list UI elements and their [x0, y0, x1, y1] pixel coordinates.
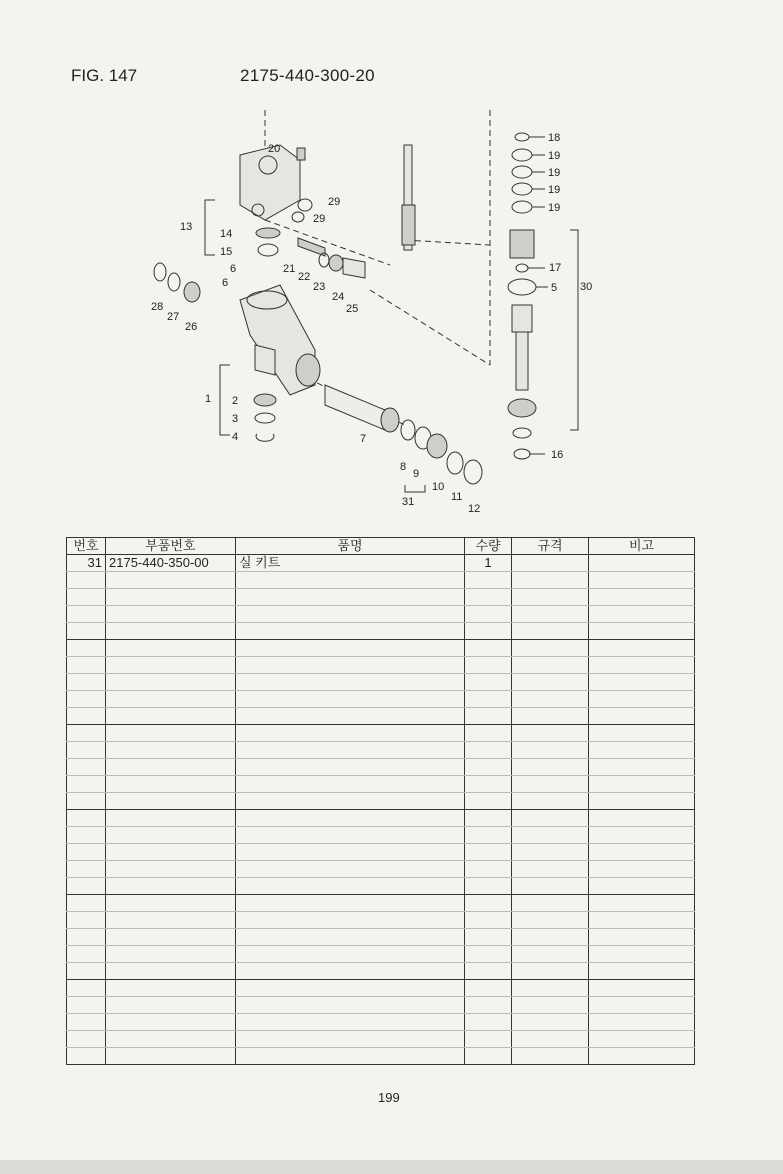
table-row — [67, 1014, 695, 1031]
table-row — [67, 725, 695, 742]
callout-19b: 19 — [548, 167, 561, 179]
callout-25: 25 — [346, 303, 359, 315]
callout-24: 24 — [332, 291, 345, 303]
col-header-spec: 규격 — [512, 538, 589, 555]
callout-17: 17 — [549, 262, 562, 274]
callout-11: 11 — [451, 491, 463, 503]
col-header-qty: 수량 — [465, 538, 512, 555]
table-row — [67, 606, 695, 623]
parts-list-table — [66, 537, 695, 1065]
callout-4: 4 — [232, 431, 239, 443]
col-header-no: 번호 — [67, 538, 106, 555]
callout-23: 23 — [313, 281, 326, 293]
table-row — [67, 742, 695, 759]
cell-remark — [589, 555, 695, 572]
table-row — [67, 759, 695, 776]
table-row — [67, 691, 695, 708]
callout-26: 26 — [185, 321, 198, 333]
callout-21: 21 — [283, 263, 296, 275]
callout-19a: 19 — [548, 150, 561, 162]
callout-22: 22 — [298, 271, 311, 283]
table-row — [67, 844, 695, 861]
part-code: 2175-440-300-20 — [240, 66, 375, 85]
callout-19d: 19 — [548, 202, 561, 214]
exploded-parts-diagram — [140, 100, 600, 520]
table-row — [67, 708, 695, 725]
table-row — [67, 640, 695, 657]
table-row — [67, 878, 695, 895]
callout-3: 3 — [232, 413, 239, 425]
callout-15: 15 — [220, 246, 233, 258]
scan-bottom-strip — [0, 1160, 783, 1174]
col-header-remark: 비고 — [589, 538, 695, 555]
callout-7: 7 — [360, 433, 367, 445]
table-header-row — [67, 538, 695, 555]
callout-16: 16 — [551, 449, 564, 461]
callout-30: 30 — [580, 281, 593, 293]
table-row — [67, 946, 695, 963]
table-row — [67, 1031, 695, 1048]
cell-no: 31 — [67, 555, 106, 572]
callout-5: 5 — [551, 282, 558, 294]
callout-18: 18 — [548, 132, 561, 144]
table-row — [67, 895, 695, 912]
callout-13: 13 — [180, 221, 193, 233]
table-row — [67, 572, 695, 589]
cell-name: 실 키트 — [236, 555, 465, 572]
callout-29a: 29 — [328, 196, 341, 208]
table-row — [67, 912, 695, 929]
table-row — [67, 589, 695, 606]
col-header-part-no: 부품번호 — [106, 538, 236, 555]
page-number: 199 — [378, 1090, 400, 1105]
callout-8: 8 — [400, 461, 407, 473]
table-row — [67, 776, 695, 793]
callout-27: 27 — [167, 311, 180, 323]
callout-12: 12 — [468, 503, 481, 515]
cell-spec — [512, 555, 589, 572]
table-row — [67, 793, 695, 810]
table-row — [67, 963, 695, 980]
cell-part-no: 2175-440-350-00 — [106, 555, 236, 572]
callout-6b: 6 — [222, 277, 229, 289]
cell-qty: 1 — [465, 555, 512, 572]
table-row — [67, 997, 695, 1014]
table-row — [67, 980, 695, 997]
callout-29b: 29 — [313, 213, 326, 225]
callout-1: 1 — [205, 393, 212, 405]
fig-label: FIG. 147 — [71, 66, 138, 85]
table-row — [67, 810, 695, 827]
table-row — [67, 1048, 695, 1065]
table-row — [67, 657, 695, 674]
callout-31: 31 — [402, 496, 415, 508]
callout-28: 28 — [151, 301, 164, 313]
callout-14: 14 — [220, 228, 233, 240]
callout-20: 20 — [268, 143, 281, 155]
table-row — [67, 674, 695, 691]
table-row — [67, 623, 695, 640]
table-row — [67, 555, 695, 572]
table-row — [67, 929, 695, 946]
callout-19c: 19 — [548, 184, 561, 196]
callout-2: 2 — [232, 395, 239, 407]
col-header-name: 품명 — [236, 538, 465, 555]
table-row — [67, 827, 695, 844]
callout-9: 9 — [413, 468, 420, 480]
callout-6a: 6 — [230, 263, 237, 275]
callout-10: 10 — [432, 481, 445, 493]
table-row — [67, 861, 695, 878]
